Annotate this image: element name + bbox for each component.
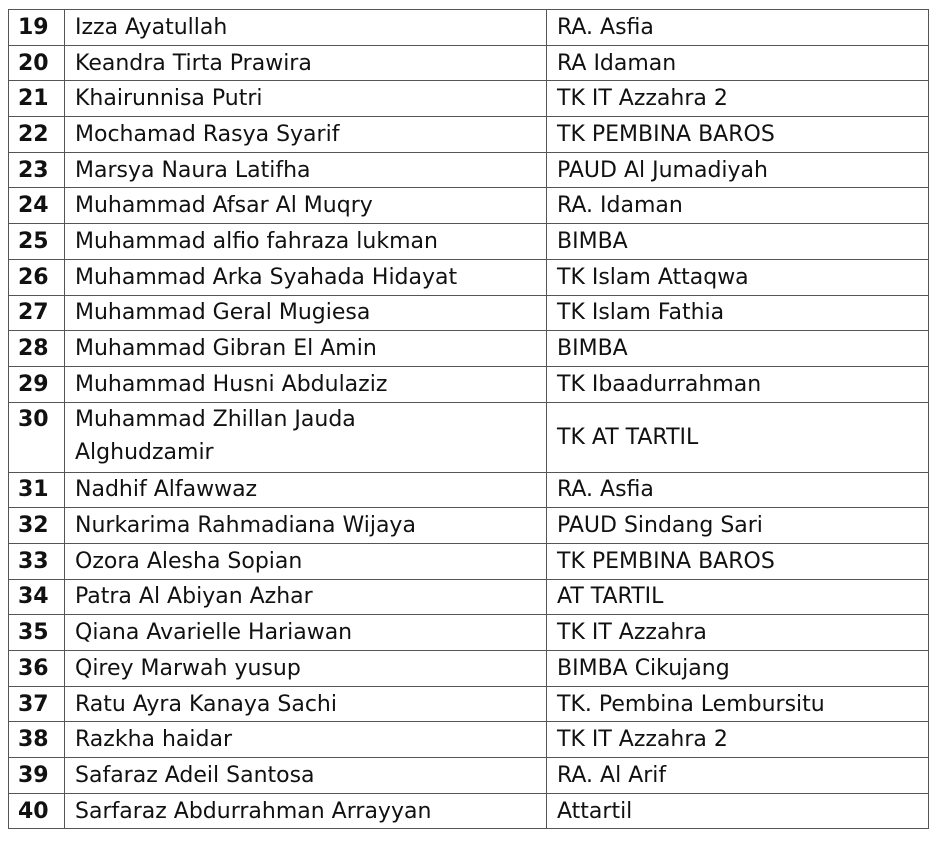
student-name: Mochamad Rasya Syarif [65,117,547,153]
student-name: Muhammad Husni Abdulaziz [65,366,547,402]
student-name: Razkha haidar [65,722,547,758]
student-name: Muhammad Geral Mugiesa [65,295,547,331]
row-number: 24 [9,188,65,224]
school-name: TK Islam Fathia [547,295,929,331]
student-name: Ozora Alesha Sopian [65,543,547,579]
student-name-line: Alghudzamir [75,439,214,465]
row-number: 25 [9,224,65,260]
table-row [9,10,929,46]
student-name: Khairunnisa Putri [65,81,547,117]
school-name: BIMBA [547,331,929,367]
row-number: 21 [9,81,65,117]
row-number: 38 [9,722,65,758]
table-row [9,295,929,331]
student-name: Muhammad Gibran El Amin [65,331,547,367]
school-name: TK Ibaadurrahman [547,366,929,402]
school-name: TK IT Azzahra 2 [547,722,929,758]
student-name: Nurkarima Rahmadiana Wijaya [65,508,547,544]
school-name: RA. Asfia [547,472,929,508]
student-name: Qirey Marwah yusup [65,651,547,687]
row-number: 20 [9,45,65,81]
row-number: 19 [9,10,65,46]
table-row [9,722,929,758]
row-number: 34 [9,579,65,615]
school-name: RA. Idaman [547,188,929,224]
table-row [9,615,929,651]
table-row [9,579,929,615]
school-name: RA. Al Arif [547,758,929,794]
student-name: Sarfaraz Abdurrahman Arrayyan [65,793,547,829]
table-row [9,686,929,722]
student-name: Nadhif Alfawwaz [65,472,547,508]
school-name: TK PEMBINA BAROS [547,117,929,153]
school-name: PAUD Sindang Sari [547,508,929,544]
school-name: TK PEMBINA BAROS [547,543,929,579]
row-number: 37 [9,686,65,722]
table-row [9,543,929,579]
row-number: 40 [9,793,65,829]
row-number: 33 [9,543,65,579]
table-row [9,152,929,188]
student-name: Izza Ayatullah [65,10,547,46]
school-name: BIMBA Cikujang [547,651,929,687]
row-number: 36 [9,651,65,687]
row-number: 39 [9,758,65,794]
student-name: Keandra Tirta Prawira [65,45,547,81]
table-row [9,188,929,224]
school-name: TK AT TARTIL [547,402,929,472]
school-name: BIMBA [547,224,929,260]
row-number: 31 [9,472,65,508]
table-row [9,45,929,81]
table-row [9,793,929,829]
school-name: RA. Asfia [547,10,929,46]
student-name: Safaraz Adeil Santosa [65,758,547,794]
student-name: Ratu Ayra Kanaya Sachi [65,686,547,722]
row-number: 23 [9,152,65,188]
school-name: TK IT Azzahra [547,615,929,651]
school-name: RA Idaman [547,45,929,81]
student-name: Muhammad Arka Syahada Hidayat [65,259,547,295]
table-row [9,472,929,508]
table-row [9,117,929,153]
row-number: 29 [9,366,65,402]
table-row [9,402,929,472]
row-number: 22 [9,117,65,153]
table-row [9,81,929,117]
roster-table-body [9,10,929,829]
student-name: Qiana Avarielle Hariawan [65,615,547,651]
student-name-line: Muhammad Zhillan Jauda [75,406,356,432]
row-number: 28 [9,331,65,367]
table-row [9,366,929,402]
table-row [9,224,929,260]
row-number: 35 [9,615,65,651]
student-name [65,402,547,472]
school-name: TK IT Azzahra 2 [547,81,929,117]
table-row [9,508,929,544]
table-row [9,331,929,367]
table-row [9,758,929,794]
roster-table [8,9,929,829]
school-name: TK Islam Attaqwa [547,259,929,295]
student-name: Marsya Naura Latifha [65,152,547,188]
school-name: Attartil [547,793,929,829]
row-number: 30 [9,402,65,472]
student-name: Muhammad Afsar Al Muqry [65,188,547,224]
row-number: 27 [9,295,65,331]
table-row [9,259,929,295]
row-number: 32 [9,508,65,544]
school-name: AT TARTIL [547,579,929,615]
table-row [9,651,929,687]
student-name: Patra Al Abiyan Azhar [65,579,547,615]
row-number: 26 [9,259,65,295]
school-name: PAUD Al Jumadiyah [547,152,929,188]
school-name: TK. Pembina Lembursitu [547,686,929,722]
student-name: Muhammad alfio fahraza lukman [65,224,547,260]
